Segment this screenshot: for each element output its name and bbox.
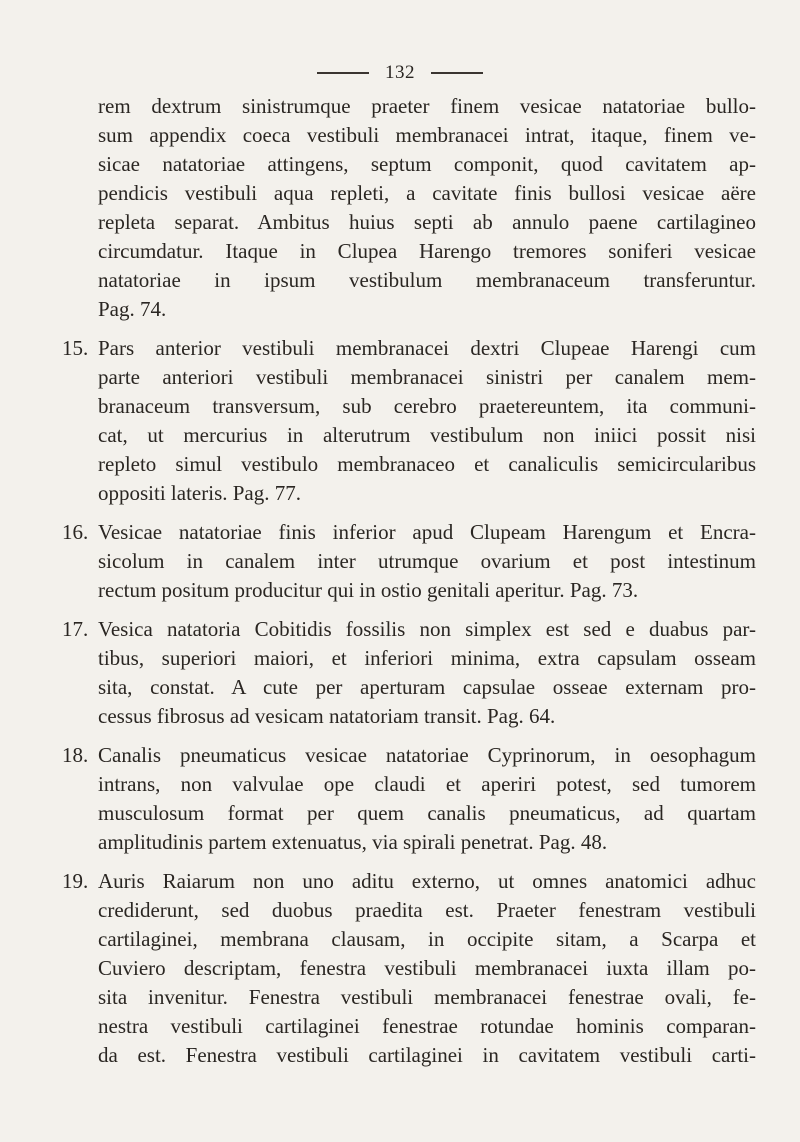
text-line: circumdatur. Itaque in Clupea Harengo tremores soniferi vesicae: [98, 239, 756, 263]
text-line: rectum positum producitur qui in ostio genitali aperitur. Pag. 73.: [98, 578, 639, 602]
text-line: Pag. 74.: [98, 297, 167, 321]
text-line: musculosum format per quem canalis pneumaticus, ad quartam: [98, 801, 756, 825]
text-line: Cuviero descriptam, fenestra vestibuli membranacei iuxta illam po-: [98, 956, 756, 980]
text-line: sicolum in canalem inter utrumque ovarium et post intestinum: [98, 549, 756, 573]
numbered-paragraph-18: [62, 741, 756, 857]
text-line: Vesicae natatoriae finis inferior apud Clupeam Harengum et Encra-: [98, 520, 756, 544]
header-rule-right: [431, 72, 483, 74]
text-line: Canalis pneumaticus vesicae natatoriae Cyprinorum, in oesophagum: [98, 743, 756, 767]
text-line: nestra vestibuli cartilaginei fenestrae rotundae hominis comparan-: [98, 1014, 756, 1038]
page-number: 132: [385, 62, 415, 83]
text-line: Vesica natatoria Cobitidis fossilis non simplex est sed e duabus par-: [98, 617, 756, 641]
text-line: sicae natatoriae attingens, septum componit, quod cavitatem ap-: [98, 152, 756, 176]
text-line: intrans, non valvulae ope claudi et aperiri potest, sed tumorem: [98, 772, 756, 796]
text-line: Pars anterior vestibuli membranacei dextri Clupeae Harengi cum: [98, 336, 756, 360]
text-line: sita invenitur. Fenestra vestibuli membranacei fenestrae ovali, fe-: [98, 985, 756, 1009]
text-line: tibus, superiori maiori, et inferiori minima, extra capsulam osseam: [98, 646, 756, 670]
text-line: oppositi lateris. Pag. 77.: [98, 481, 301, 505]
text-line: natatoriae in ipsum vestibulum membranaceum transferuntur.: [98, 268, 756, 292]
numbered-paragraph-15: [62, 334, 756, 508]
header-rule-left: [317, 72, 369, 74]
numbered-paragraph-19: [62, 867, 756, 1070]
paragraph-number: 17.: [62, 617, 89, 641]
body-text: [62, 92, 756, 1070]
paragraph-number: 19.: [62, 869, 89, 893]
text-line: cartilaginei, membrana clausam, in occipite sitam, a Scarpa et: [98, 927, 756, 951]
text-line: sum appendix coeca vestibuli membranacei intrat, itaque, finem ve-: [98, 123, 756, 147]
text-line: cessus fibrosus ad vesicam natatoriam transit. Pag. 64.: [98, 704, 556, 728]
numbered-paragraph-16: [62, 518, 756, 605]
text-line: amplitudinis partem extenuatus, via spirali penetrat. Pag. 48.: [98, 830, 608, 854]
paragraph-number: 18.: [62, 743, 89, 767]
text-line: rem dextrum sinistrumque praeter finem vesicae natatoriae bullo-: [98, 94, 756, 118]
text-line: Auris Raiarum non uno aditu externo, ut omnes anatomici adhuc: [98, 869, 756, 893]
text-line: repleta separat. Ambitus huius septi ab annulo paene cartilagineo: [98, 210, 756, 234]
text-line: branaceum transversum, sub cerebro praetereuntem, ita communi-: [98, 394, 756, 418]
text-line: parte anteriori vestibuli membranacei sinistri per canalem mem-: [98, 365, 756, 389]
text-line: crediderunt, sed duobus praedita est. Praeter fenestram vestibuli: [98, 898, 756, 922]
numbered-paragraph-17: [62, 615, 756, 731]
paragraph-number: 16.: [62, 520, 89, 544]
text-line: pendicis vestibuli aqua repleti, a cavitate finis bullosi vesicae aëre: [98, 181, 756, 205]
continuation-paragraph: [62, 92, 756, 324]
paragraph-number: 15.: [62, 336, 89, 360]
text-line: sita, constat. A cute per aperturam capsulae osseae externam pro-: [98, 675, 756, 699]
page-header: [0, 62, 800, 84]
text-line: cat, ut mercurius in alterutrum vestibulum non iniici possit nisi: [98, 423, 756, 447]
text-line: da est. Fenestra vestibuli cartilaginei in cavitatem vestibuli carti-: [98, 1043, 756, 1067]
text-line: repleto simul vestibulo membranaceo et canaliculis semicircularibus: [98, 452, 756, 476]
